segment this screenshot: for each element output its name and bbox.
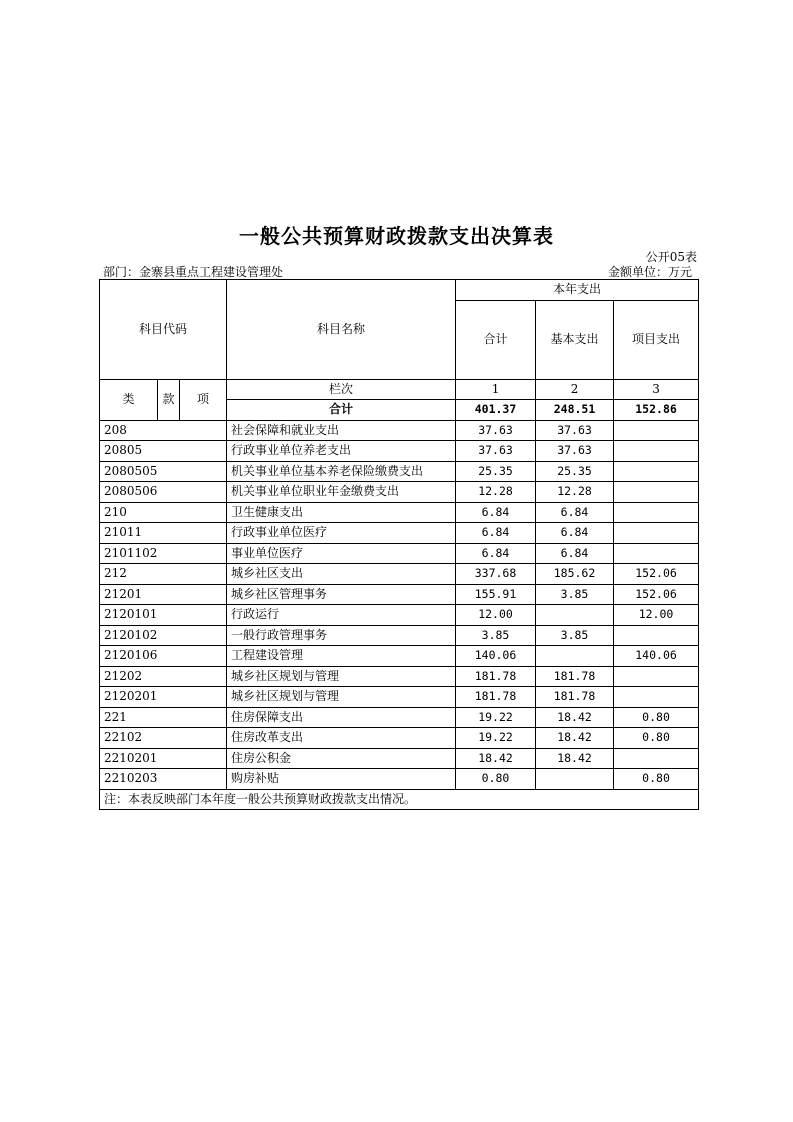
total-cell: 181.78: [456, 687, 536, 708]
total-cell: 140.06: [456, 646, 536, 667]
total-cell: 25.35: [456, 461, 536, 482]
total-cell: 6.84: [456, 523, 536, 544]
project-cell: 0.80: [614, 728, 699, 749]
total-cell: 337.68: [456, 564, 536, 585]
basic-cell: 6.84: [536, 543, 614, 564]
subject-code-cell: 2210203: [100, 769, 227, 790]
subject-name-cell: 城乡社区支出: [227, 564, 456, 585]
subject-name-cell: 机关事业单位职业年金缴费支出: [227, 482, 456, 503]
basic-cell: 3.85: [536, 625, 614, 646]
header-basic: 基本支出: [536, 300, 614, 379]
column-order-row: [100, 379, 699, 400]
subject-name-cell: 行政事业单位养老支出: [227, 441, 456, 462]
table-row: [100, 420, 699, 441]
table-row: [100, 625, 699, 646]
subject-name-cell: 机关事业单位基本养老保险缴费支出: [227, 461, 456, 482]
total-cell: 12.00: [456, 605, 536, 626]
budget-table: [99, 279, 699, 810]
project-cell: 140.06: [614, 646, 699, 667]
total-cell: 18.42: [456, 748, 536, 769]
header-subject-name: 科目名称: [227, 280, 456, 380]
basic-cell: 18.42: [536, 728, 614, 749]
subject-code-cell: 2080506: [100, 482, 227, 503]
total-cell: 37.63: [456, 420, 536, 441]
project-cell: 0.80: [614, 769, 699, 790]
table-note: 注：本表反映部门本年度一般公共预算财政拨款支出情况。: [100, 789, 699, 810]
note-row: [100, 789, 699, 810]
basic-cell: 37.63: [536, 420, 614, 441]
project-cell: 152.06: [614, 564, 699, 585]
header-item: 项: [180, 379, 227, 420]
header-section: 款: [158, 379, 180, 420]
basic-cell: 185.62: [536, 564, 614, 585]
table-row: [100, 461, 699, 482]
column-number-2: 2: [536, 379, 614, 400]
table-row: [100, 707, 699, 728]
column-number-3: 3: [614, 379, 699, 400]
subject-name-cell: 购房补贴: [227, 769, 456, 790]
page-title: 一般公共预算财政拨款支出决算表: [239, 224, 554, 248]
table-row: [100, 728, 699, 749]
project-cell: 152.06: [614, 584, 699, 605]
subject-code-cell: 210: [100, 502, 227, 523]
project-cell: 12.00: [614, 605, 699, 626]
subject-code-cell: 2120101: [100, 605, 227, 626]
header-current-year: 本年支出: [456, 280, 699, 301]
unit-label: 金额单位：万元: [607, 265, 692, 279]
header-project: 项目支出: [614, 300, 699, 379]
basic-cell: 37.63: [536, 441, 614, 462]
subject-code-cell: 2101102: [100, 543, 227, 564]
total-cell: 19.22: [456, 728, 536, 749]
project-cell: [614, 502, 699, 523]
project-cell: [614, 523, 699, 544]
subject-name-cell: 工程建设管理: [227, 646, 456, 667]
total-cell: 3.85: [456, 625, 536, 646]
table-row: [100, 748, 699, 769]
header-category: 类: [100, 379, 158, 420]
project-cell: [614, 482, 699, 503]
table-row: [100, 564, 699, 585]
subject-name-cell: 行政事业单位医疗: [227, 523, 456, 544]
subject-code-cell: 2120102: [100, 625, 227, 646]
subject-name-cell: 卫生健康支出: [227, 502, 456, 523]
total-basic: 248.51: [536, 400, 614, 421]
basic-cell: 6.84: [536, 502, 614, 523]
basic-cell: [536, 769, 614, 790]
subject-name-cell: 社会保障和就业支出: [227, 420, 456, 441]
basic-cell: 18.42: [536, 748, 614, 769]
subject-name-cell: 住房公积金: [227, 748, 456, 769]
project-cell: [614, 543, 699, 564]
table-row: [100, 769, 699, 790]
table-row: [100, 646, 699, 667]
basic-cell: 6.84: [536, 523, 614, 544]
table-row: [100, 502, 699, 523]
table-row: [100, 584, 699, 605]
project-cell: 0.80: [614, 707, 699, 728]
subject-name-cell: 住房改革支出: [227, 728, 456, 749]
basic-cell: 181.78: [536, 687, 614, 708]
subject-code-cell: 2120106: [100, 646, 227, 667]
total-cell: 19.22: [456, 707, 536, 728]
total-cell: 6.84: [456, 502, 536, 523]
subject-code-cell: 22102: [100, 728, 227, 749]
subject-code-cell: 2080505: [100, 461, 227, 482]
department-label: 部门：金寨县重点工程建设管理处: [103, 265, 284, 279]
total-cell: 12.28: [456, 482, 536, 503]
project-cell: [614, 625, 699, 646]
subject-code-cell: 20805: [100, 441, 227, 462]
table-row: [100, 543, 699, 564]
subject-code-cell: 2120201: [100, 687, 227, 708]
basic-cell: 18.42: [536, 707, 614, 728]
total-cell: 181.78: [456, 666, 536, 687]
subject-code-cell: 21202: [100, 666, 227, 687]
project-cell: [614, 461, 699, 482]
header-total: 合计: [456, 300, 536, 379]
table-row: [100, 482, 699, 503]
column-order-label: 栏次: [227, 379, 456, 400]
total-cell: 37.63: [456, 441, 536, 462]
total-cell: 0.80: [456, 769, 536, 790]
subject-code-cell: 21201: [100, 584, 227, 605]
basic-cell: 181.78: [536, 666, 614, 687]
table-row: [100, 605, 699, 626]
subject-code-cell: 212: [100, 564, 227, 585]
table-row: [100, 441, 699, 462]
subject-code-cell: 21011: [100, 523, 227, 544]
header-row-1: [100, 280, 699, 301]
subject-code-cell: 208: [100, 420, 227, 441]
header-subject-code: 科目代码: [100, 280, 227, 380]
table-row: [100, 666, 699, 687]
project-cell: [614, 748, 699, 769]
basic-cell: 25.35: [536, 461, 614, 482]
column-number-1: 1: [456, 379, 536, 400]
subject-name-cell: 行政运行: [227, 605, 456, 626]
basic-cell: [536, 605, 614, 626]
project-cell: [614, 666, 699, 687]
subject-name-cell: 城乡社区规划与管理: [227, 666, 456, 687]
subject-code-cell: 2210201: [100, 748, 227, 769]
total-project: 152.86: [614, 400, 699, 421]
total-amount: 401.37: [456, 400, 536, 421]
project-cell: [614, 420, 699, 441]
project-cell: [614, 687, 699, 708]
form-code: 公开05表: [645, 250, 697, 264]
total-cell: 6.84: [456, 543, 536, 564]
total-label: 合计: [227, 400, 456, 421]
subject-name-cell: 事业单位医疗: [227, 543, 456, 564]
subject-code-cell: 221: [100, 707, 227, 728]
table-row: [100, 523, 699, 544]
subject-name-cell: 城乡社区管理事务: [227, 584, 456, 605]
basic-cell: 3.85: [536, 584, 614, 605]
total-cell: 155.91: [456, 584, 536, 605]
subject-name-cell: 一般行政管理事务: [227, 625, 456, 646]
project-cell: [614, 441, 699, 462]
basic-cell: 12.28: [536, 482, 614, 503]
subject-name-cell: 住房保障支出: [227, 707, 456, 728]
table-row: [100, 687, 699, 708]
subject-name-cell: 城乡社区规划与管理: [227, 687, 456, 708]
basic-cell: [536, 646, 614, 667]
